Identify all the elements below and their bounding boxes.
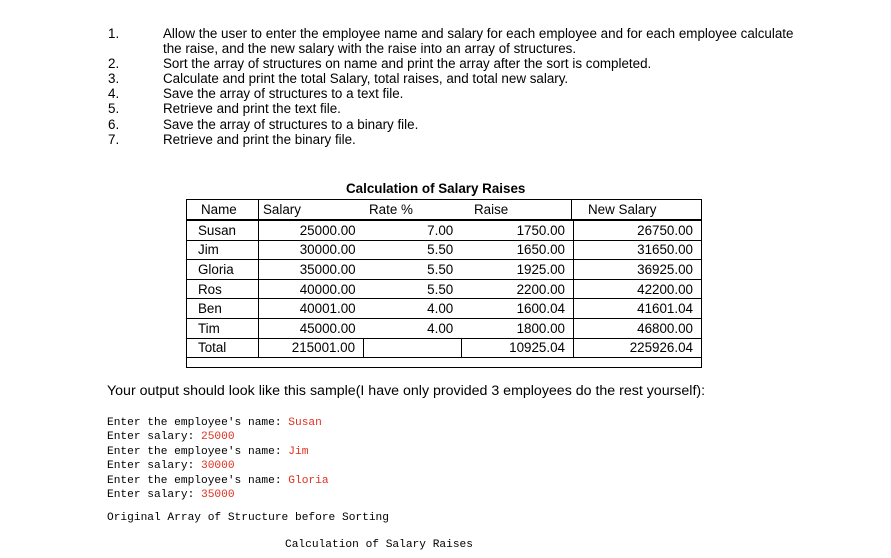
table-row <box>187 260 702 280</box>
cell-new-salary: 26750.00 <box>574 221 702 241</box>
cell-rate: 7.00 <box>364 221 462 241</box>
cell-new-salary: 31650.00 <box>574 240 702 260</box>
console-prompt: Enter the employee's name: <box>107 417 289 429</box>
cell-rate: 4.00 <box>364 318 462 338</box>
cell-raise: 1925.00 <box>461 260 573 280</box>
table-total-row <box>187 338 702 358</box>
table-row <box>187 240 702 260</box>
header-divider <box>571 200 572 219</box>
instruction-text: Retrieve and print the binary file. <box>163 131 356 147</box>
table-row <box>187 279 702 299</box>
console-input: 30000 <box>201 460 235 473</box>
cell-rate: 4.00 <box>364 299 462 319</box>
instruction-number: 3. <box>108 71 120 87</box>
cell-new-salary: 36925.00 <box>574 260 702 280</box>
instruction-number: 2. <box>108 56 120 72</box>
cell-salary: 40000.00 <box>259 279 364 299</box>
cell-new-salary: 42200.00 <box>574 279 702 299</box>
console-input: Jim <box>288 445 309 458</box>
cell-total-rate <box>364 338 462 358</box>
cell-name: Jim <box>187 240 259 260</box>
cell-raise: 1750.00 <box>461 221 573 241</box>
cell-total-raise: 10925.04 <box>461 338 573 358</box>
cell-name: Ben <box>187 299 259 319</box>
console-input: Susan <box>288 417 322 429</box>
console-input: Gloria <box>288 474 329 487</box>
salary-table-body <box>186 220 702 358</box>
cell-salary: 40001.00 <box>259 299 364 319</box>
cell-raise: 1800.00 <box>461 318 573 338</box>
cell-name: Tim <box>187 318 259 338</box>
instruction-text: Sort the array of structures on name and print the array after the sort is completed. <box>163 56 652 72</box>
cell-rate: 5.50 <box>364 240 462 260</box>
cell-name: Susan <box>187 221 259 241</box>
instruction-number: 1. <box>108 26 120 41</box>
cell-raise: 1600.04 <box>461 299 573 319</box>
original-array-heading: Original Array of Structure before Sorting <box>107 512 389 524</box>
instruction-number: 6. <box>108 116 120 132</box>
instruction-text: Calculate and print the total Salary, total raises, and total new salary. <box>163 71 569 87</box>
instruction-text: Retrieve and print the text file. <box>163 101 341 117</box>
header-raise: Raise <box>474 202 509 217</box>
cell-raise: 1650.00 <box>461 240 573 260</box>
table-row <box>187 318 702 338</box>
cell-total-salary: 215001.00 <box>259 338 364 358</box>
header-rate: Rate % <box>369 202 413 217</box>
salary-table <box>186 199 702 368</box>
cell-new-salary: 46800.00 <box>574 318 702 338</box>
header-new-salary: New Salary <box>588 202 657 217</box>
console-prompt: Enter the employee's name: <box>107 474 289 487</box>
cell-salary: 35000.00 <box>259 260 364 280</box>
cell-new-salary: 41601.04 <box>574 299 702 319</box>
sample-intro: Your output should look like this sample(I have only provided 3 employees do the rest yourself): <box>107 383 706 399</box>
table-row <box>187 299 702 319</box>
instruction-text: Save the array of structures to a binary file. <box>163 116 419 132</box>
cell-salary: 25000.00 <box>259 221 364 241</box>
console-input: 25000 <box>201 431 235 444</box>
console-input: 35000 <box>201 489 235 502</box>
console-calc-heading: Calculation of Salary Raises <box>285 539 473 551</box>
console-prompt: Enter salary: <box>107 489 201 502</box>
cell-name: Ros <box>187 279 259 299</box>
table-title: Calculation of Salary Raises <box>346 181 526 196</box>
console-prompt: Enter salary: <box>107 431 201 444</box>
cell-total-label: Total <box>187 338 259 358</box>
cell-name: Gloria <box>187 260 259 280</box>
cell-rate: 5.50 <box>364 279 462 299</box>
console-prompt: Enter salary: <box>107 460 201 473</box>
cell-salary: 45000.00 <box>259 318 364 338</box>
instruction-number: 4. <box>108 86 120 102</box>
console-prompt: Enter the employee's name: <box>107 445 289 458</box>
cell-total-new-salary: 225926.04 <box>574 338 702 358</box>
cell-raise: 2200.00 <box>461 279 573 299</box>
cell-rate: 5.50 <box>364 260 462 280</box>
instruction-text: Save the array of structures to a text file. <box>163 86 404 102</box>
console-output <box>107 416 329 502</box>
instruction-number: 7. <box>108 131 120 147</box>
instruction-number: 5. <box>108 101 120 117</box>
header-salary: Salary <box>263 202 301 217</box>
cell-salary: 30000.00 <box>259 240 364 260</box>
header-name: Name <box>201 202 237 217</box>
header-divider <box>258 200 259 219</box>
instruction-text: Allow the user to enter the employee name and salary for each employee and for each employee calculate the raise, and the new salary with the raise into an array of structures. <box>163 26 794 57</box>
table-row <box>187 221 702 241</box>
